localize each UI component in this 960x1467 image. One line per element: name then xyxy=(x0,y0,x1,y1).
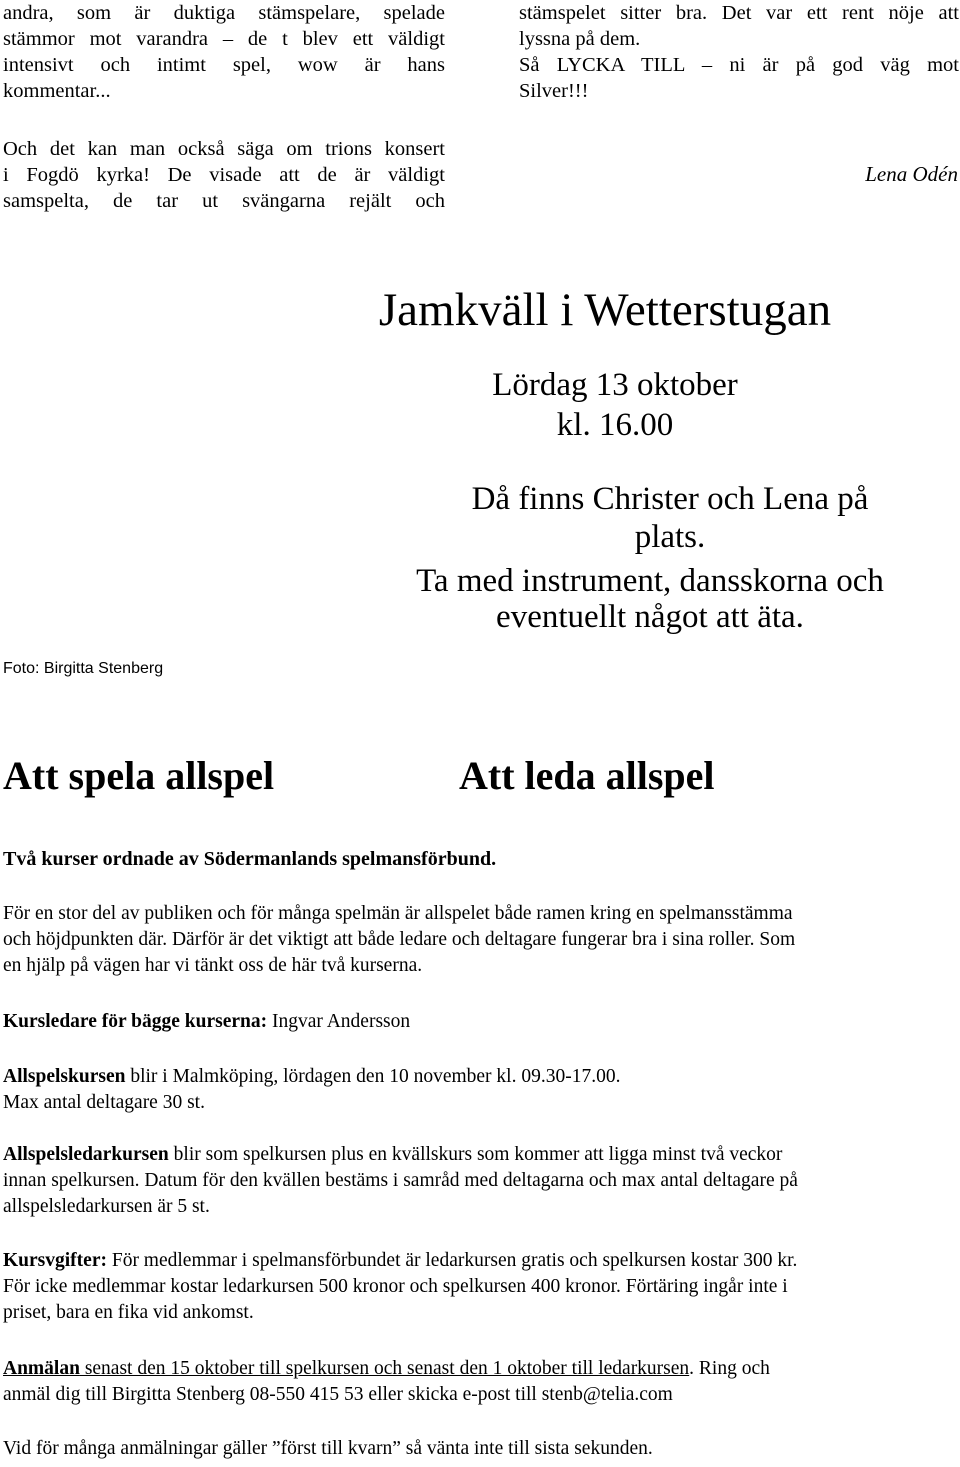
text-line: priset, bara en fika vid ankomst. xyxy=(3,1302,254,1323)
event-bring-line-1: Ta med instrument, dansskorna och xyxy=(416,563,884,599)
signup-label: Anmälan xyxy=(3,1358,80,1379)
text-line: För icke medlemmar kostar ledarkursen 500 kronor och spelkursen 400 kronor. Förtäring ingår inte i xyxy=(3,1276,788,1297)
course-leader-label: Kursledare för bägge kurserna: xyxy=(3,1011,268,1032)
text-line: och höjdpunkten där. Därför är det viktigt att både ledare och deltagare fungerar bra i sina roller. Som xyxy=(3,929,796,950)
photo-credit: Foto: Birgitta Stenberg xyxy=(3,660,164,677)
text-line: en hjälp på vägen har vi tänkt oss de här två kurserna. xyxy=(3,955,423,976)
closing-note: Vid för många anmälningar gäller ”först till kvarn” så vänta inte till sista sekunden. xyxy=(3,1438,653,1459)
right-column-paragraph xyxy=(519,0,959,104)
event-present: Då finns Christer och Lena på plats. xyxy=(471,481,869,555)
signature: Lena Odén xyxy=(865,162,958,186)
text-line: Så LYCKA TILL – ni är på god väg mot xyxy=(519,54,959,76)
signup-info xyxy=(3,1356,958,1408)
text-line: Silver!!! xyxy=(519,80,589,102)
signup-text: . Ring och xyxy=(689,1358,770,1379)
allspel-course xyxy=(3,1064,958,1116)
text-line: Och det kan man också säga om trions konsert xyxy=(3,138,445,160)
courses-intro xyxy=(3,901,958,979)
text-line: samspelta, de tar ut svängarna rejält och xyxy=(3,190,445,212)
course-fees xyxy=(3,1248,958,1326)
course-leader xyxy=(3,1009,410,1035)
text-line: lyssna på dem. xyxy=(519,28,641,50)
course-fees-text: För medlemmar i spelmansförbundet är ledarkursen gratis och spelkursen kostar 300 kr. xyxy=(106,1250,798,1271)
course-heading-lead: Att leda allspel xyxy=(459,753,715,798)
text-line: kommentar... xyxy=(3,80,111,102)
text-line: stämmor mot varandra – de t blev ett väldigt xyxy=(3,28,445,50)
text-line: andra, som är duktiga stämspelare, spelade xyxy=(3,2,445,24)
allspel-course-label: Allspelskursen xyxy=(3,1066,126,1087)
left-column-paragraph-2 xyxy=(3,136,445,214)
text-line: i Fogdö kyrka! De visade att de är väldigt xyxy=(3,164,445,186)
text-line: stämspelet sitter bra. Det var ett rent nöje att xyxy=(519,2,959,24)
left-column-paragraph-1 xyxy=(3,0,445,104)
allspel-course-max: Max antal deltagare 30 st. xyxy=(3,1092,205,1113)
signup-contact: anmäl dig till Birgitta Stenberg 08-550 415 53 eller skicka e-post till stenb@telia.com xyxy=(3,1384,673,1405)
signup-deadlines: senast den 15 oktober till spelkursen och senast den 1 oktober till ledarkursen xyxy=(79,1358,690,1379)
event-time: kl. 16.00 xyxy=(556,407,674,443)
text-line: allspelsledarkursen är 5 st. xyxy=(3,1196,210,1217)
text-line: För en stor del av publiken och för många spelmän är allspelet både ramen kring en spelmansstämma xyxy=(3,903,793,924)
allspel-course-text: blir i Malmköping, lördagen den 10 november kl. 09.30-17.00. xyxy=(125,1066,621,1087)
ledar-course xyxy=(3,1142,958,1220)
text-line: innan spelkursen. Datum för den kvällen bestäms i samråd med deltagarna och max antal deltagare på xyxy=(3,1170,798,1191)
ledar-course-text: blir som spelkursen plus en kvällskurs som kommer att ligga minst två veckor xyxy=(168,1144,783,1165)
course-heading-play: Att spela allspel xyxy=(3,753,275,798)
event-bring-line-2: eventuellt något att äta. xyxy=(496,599,804,635)
course-fees-label: Kursvgifter: xyxy=(3,1250,107,1271)
event-title: Jamkväll i Wetterstugan xyxy=(378,284,832,336)
course-leader-name: Ingvar Andersson xyxy=(267,1011,411,1032)
event-date: Lördag 13 oktober xyxy=(492,367,738,403)
text-line: intensivt och intimt spel, wow är hans xyxy=(3,54,445,76)
courses-subtitle: Två kurser ordnade av Södermanlands spelmansförbund. xyxy=(3,848,497,870)
ledar-course-label: Allspelsledarkursen xyxy=(3,1144,169,1165)
